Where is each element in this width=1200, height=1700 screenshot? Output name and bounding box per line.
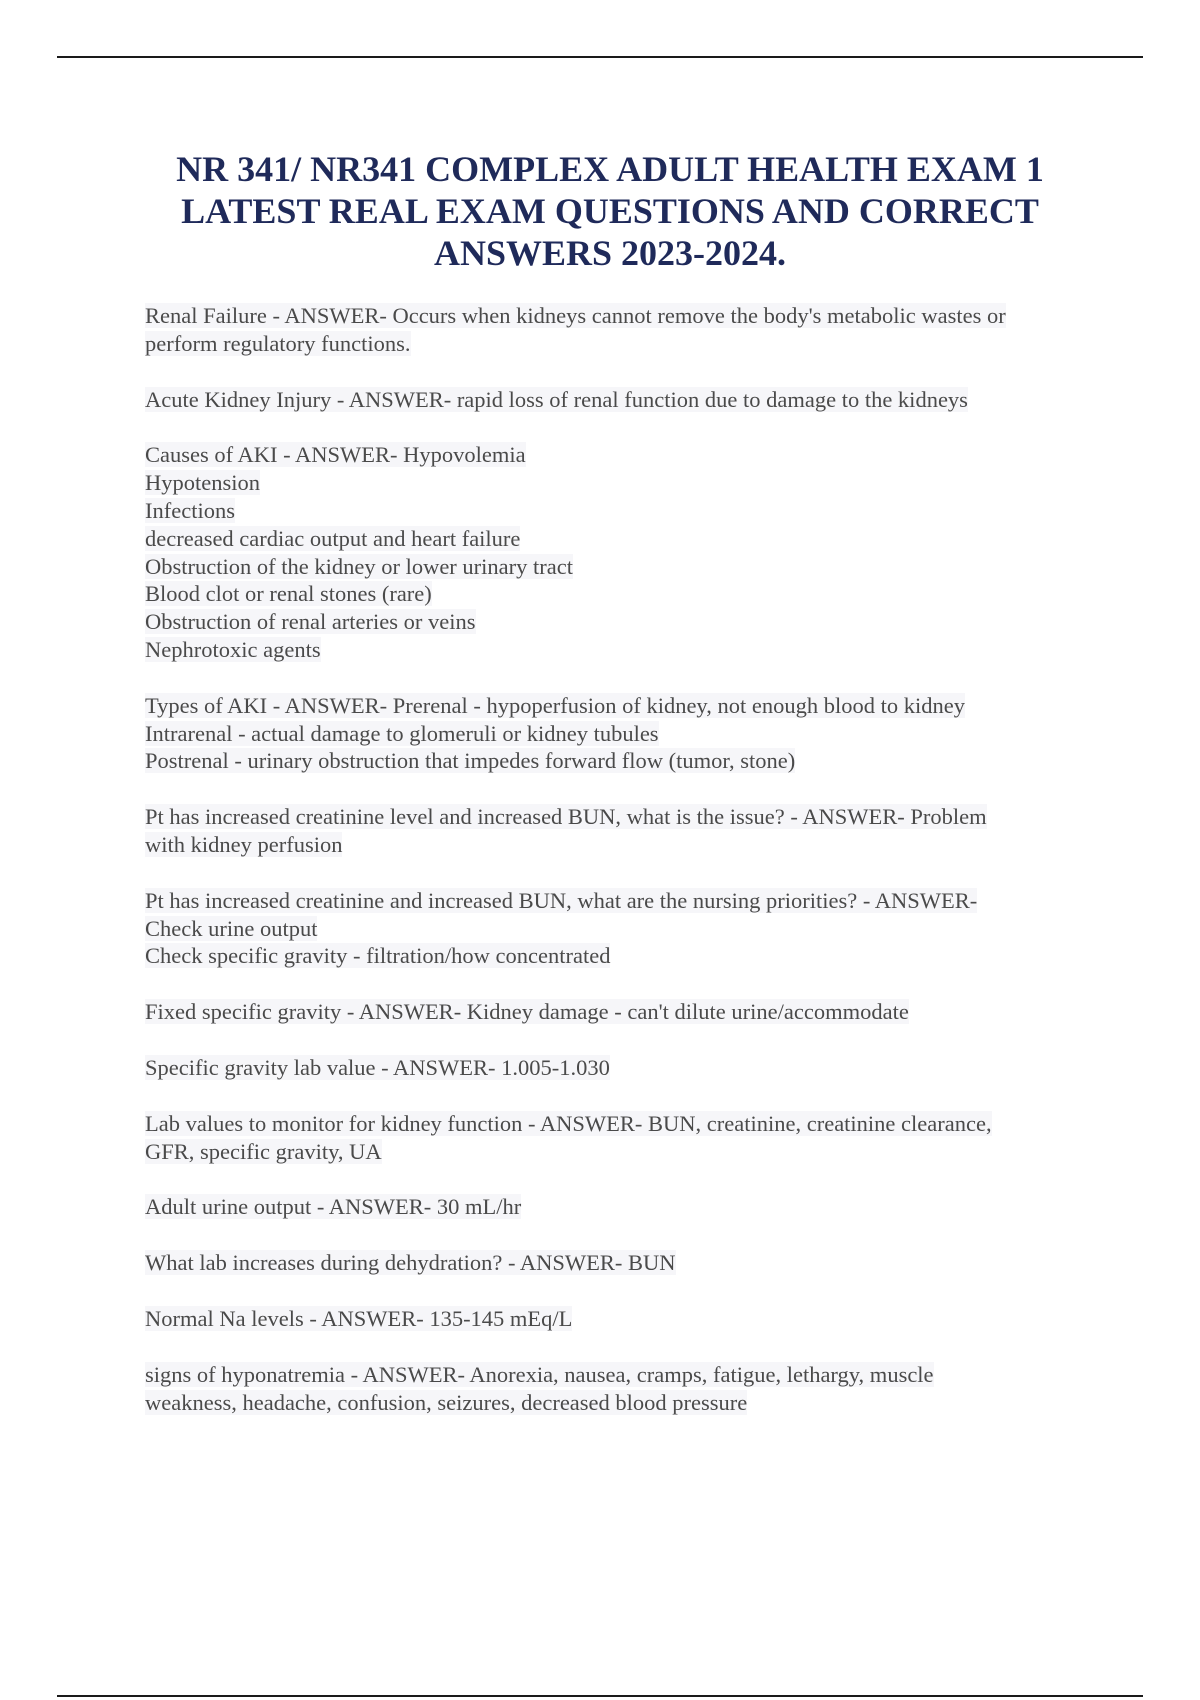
qa-entry-first-line [145,386,1085,414]
qa-entry-first-line [145,1249,1085,1277]
qa-entry-first-line [145,1110,1085,1138]
document-title [145,148,1075,274]
qa-entry-first-line [145,1361,1085,1389]
qa-entry-line [145,608,1085,636]
title-line: NR 341/ NR341 COMPLEX ADULT HEALTH EXAM 1 [176,149,1044,189]
qa-entry [145,998,1085,1026]
qa-entry [145,1249,1085,1277]
qa-list [145,302,1085,1444]
qa-entry-text: Hypotension [145,470,260,496]
qa-entry-first-line [145,803,1085,831]
qa-entry [145,1193,1085,1221]
title-line: LATEST REAL EXAM QUESTIONS AND CORRECT [181,191,1039,231]
qa-entry-first-line [145,998,1085,1026]
qa-entry-text: Obstruction of renal arteries or veins [145,609,476,635]
qa-entry [145,1305,1085,1333]
qa-entry-first-line [145,441,1085,469]
qa-entry-first-line [145,302,1085,330]
qa-entry [145,386,1085,414]
qa-entry-line [145,525,1085,553]
qa-entry-text: GFR, specific gravity, UA [145,1138,382,1164]
qa-entry-first-line [145,1193,1085,1221]
qa-entry-text: decreased cardiac output and heart failure [145,525,521,551]
qa-entry-text: Nephrotoxic agents [145,636,321,662]
qa-entry [145,803,1085,859]
qa-entry [145,441,1085,663]
qa-entry-text: Intrarenal - actual damage to glomeruli or kidney tubules [145,720,659,746]
qa-entry-text: Check urine output [145,915,318,941]
qa-entry-text: Infections [145,497,235,523]
qa-entry-text: Adult urine output - ANSWER- 30 mL/hr [145,1194,522,1220]
qa-entry-line [145,831,1085,859]
qa-entry-text: signs of hyponatremia - ANSWER- Anorexia, nausea, cramps, fatigue, lethargy, muscle [145,1361,934,1387]
top-rule [57,56,1143,58]
qa-entry-text: Postrenal - urinary obstruction that impedes forward flow (tumor, stone) [145,748,796,774]
qa-entry-line [145,497,1085,525]
qa-entry-line [145,636,1085,664]
qa-entry-line [145,915,1085,943]
qa-entry [145,1054,1085,1082]
qa-entry-text: Pt has increased creatinine and increased BUN, what are the nursing priorities? - ANSWER- [145,887,978,913]
qa-entry-text: Acute Kidney Injury - ANSWER- rapid loss of renal function due to damage to the kidneys [145,386,968,412]
qa-entry-line [145,553,1085,581]
qa-entry [145,692,1085,775]
qa-entry-text: Types of AKI - ANSWER- Prerenal - hypoperfusion of kidney, not enough blood to kidney [145,692,965,718]
qa-entry-line [145,1138,1085,1166]
qa-entry-text: Obstruction of the kidney or lower urinary tract [145,553,573,579]
qa-entry-text: weakness, headache, confusion, seizures, decreased blood pressure [145,1389,748,1415]
bottom-rule [57,1695,1143,1697]
qa-entry-text: What lab increases during dehydration? - ANSWER- BUN [145,1250,676,1276]
qa-entry-first-line [145,1054,1085,1082]
qa-entry-line [145,942,1085,970]
qa-entry-text: Check specific gravity - filtration/how concentrated [145,943,611,969]
qa-entry-line [145,330,1085,358]
qa-entry-text: Causes of AKI - ANSWER- Hypovolemia [145,442,526,468]
qa-entry-line [145,580,1085,608]
qa-entry-text: Blood clot or renal stones (rare) [145,581,432,607]
qa-entry [145,887,1085,970]
qa-entry-text: Renal Failure - ANSWER- Occurs when kidneys cannot remove the body's metabolic wastes or [145,303,1006,328]
qa-entry-line [145,469,1085,497]
qa-entry-text: Specific gravity lab value - ANSWER- 1.005-1.030 [145,1054,610,1080]
qa-entry-first-line [145,1305,1085,1333]
qa-entry-text: with kidney perfusion [145,831,343,857]
qa-entry-text: Normal Na levels - ANSWER- 135-145 mEq/L [145,1305,573,1331]
qa-entry-text: Fixed specific gravity - ANSWER- Kidney damage - can't dilute urine/accommodate [145,999,909,1025]
qa-entry [145,1361,1085,1417]
qa-entry [145,302,1085,358]
qa-entry-text: Pt has increased creatinine level and increased BUN, what is the issue? - ANSWER- Problem [145,804,987,830]
qa-entry-first-line [145,887,1085,915]
qa-entry-line [145,747,1085,775]
qa-entry-line [145,1389,1085,1417]
qa-entry-first-line [145,692,1085,720]
qa-entry-text: Lab values to monitor for kidney function - ANSWER- BUN, creatinine, creatinine clearance, [145,1110,992,1136]
qa-entry-text: perform regulatory functions. [145,330,411,356]
qa-entry-line [145,720,1085,748]
qa-entry [145,1110,1085,1166]
title-line: ANSWERS 2023-2024. [433,233,787,273]
